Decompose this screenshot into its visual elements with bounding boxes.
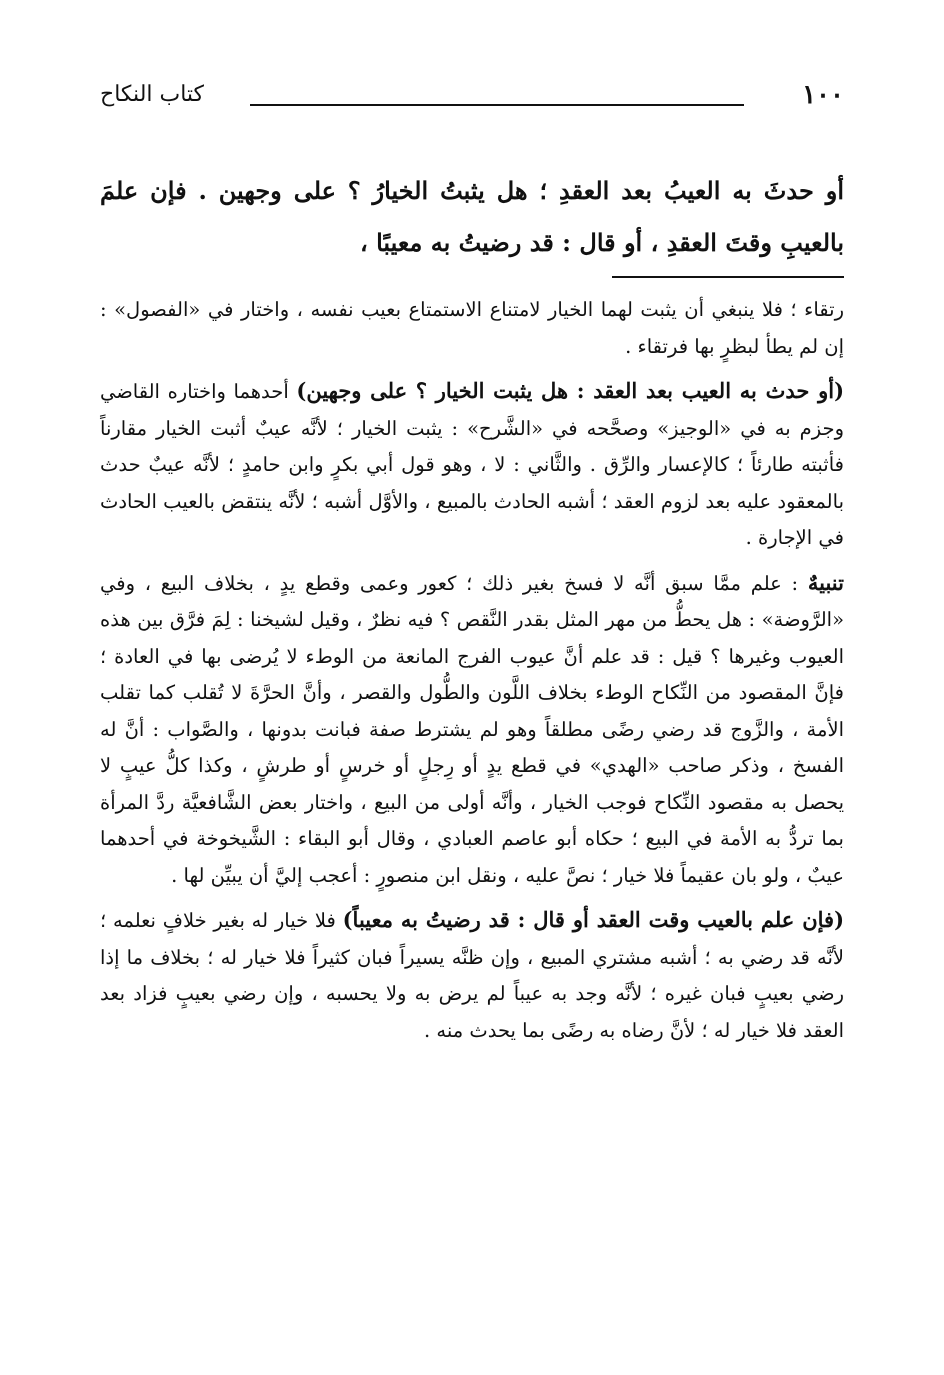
page-number: ١٠٠: [802, 80, 844, 110]
commentary-paragraph-2: [100, 373, 844, 557]
note-heading: تنبيهٌ: [807, 569, 844, 595]
commentary-paragraph-1: رتقاء ؛ فلا ينبغي أن يثبت لهما الخيار لامتناع الاستمتاع بعيب نفسه ، واختار في «الفصول» : إن لم يطأ لبظرٍ بها فرتقاء .: [100, 298, 844, 358]
paragraph-text: : علم ممَّا سبق أنَّه لا فسخ بغير ذلك ؛ كعور وعمى وقطع يدٍ ، بخلاف البيع ، وفي «الرَّوضة» : هل يحطُّ من مهر المثل بقدر النَّقص ؟ فيه نظرٌ ، وقيل لشيخنا : لِمَ فرَّق بين هذه العيوب وغيرها ؟ قيل : قد علم أنَّ عيوب الفرج المانعة من الوطء لا يُرضى بها في العادة ؛ فإنَّ المقصود من النِّكاح الوطء بخلاف اللَّون والطُّول والقصر ، وأنَّ الحرَّةَ لا تُقلب كما تقلب الأمة ، والزَّوج قد رضي رضًى مطلقاً وهو لم يشترط صفة فبانت بدونها ، والصَّواب : أنَّ له الفسخ ، وذكر صاحب «الهدي» في قطع يدٍ أو رِجلٍ أو خرسٍ أو طرشٍ ، وكذا كلُّ عيبٍ لا يحصل به مقصود النِّكاح فوجب الخيار ، وأنَّه أولى من البيع ، واختار بعض الشَّافعيَّة ردَّ المرأة بما تردُّ به الأمة في البيع ؛ حكاه أبو عاصم العبادي ، وقال أبو البقاء : الشَّيخوخة في أحدهما عيبٌ ، ولو بان عقيماً فلا خيار ؛ نصَّ عليه ، ونقل ابن منصورٍ : أعجب إليَّ أن يبيِّن لها .: [100, 571, 844, 887]
commentary-paragraph-3: [100, 565, 844, 895]
running-title: كتاب النكاح: [100, 82, 205, 107]
commentary-paragraph-4: [100, 902, 844, 1049]
page-header: [100, 80, 844, 120]
book-page: [100, 70, 844, 1360]
paragraph-text: أحدهما واختاره القاضي وجزم به في «الوجيز» وصحَّحه في «الشَّرح» : يثبت الخيار ؛ لأنَّه عيبٌ أثبت الخيار مقارناً فأثبته طارئاً ؛ كالإعسار والرِّق . والثَّاني : لا ، وهو قول أبي بكرٍ وابن حامدٍ ؛ لأنَّه عيبٌ حدث بالمعقود عليه بعد لزوم العقد ؛ أشبه الحادث بالمبيع ، والأوَّل أشبه ؛ لأنَّه ينتقض بالعيب الحادث في الإجارة .: [100, 380, 844, 549]
paragraph-text: فلا خيار له بغير خلافٍ نعلمه ؛ لأنَّه قد رضي به ؛ أشبه مشتري المبيع ، وإن ظنَّه يسيراً فبان كثيراً فلا خيار له ؛ بخلاف ما إذا رضي بعيبٍ فبان غيره ؛ لأنَّه وجد به عيباً لم يرض به ولا يحسبه ، وإن رضي بعيبٍ فزاد بعد العقد فلا خيار له ؛ لأنَّ رضاه به رضًى بما يحدث منه .: [100, 909, 844, 1042]
header-rule: [250, 104, 744, 106]
footnote-separator: [612, 276, 844, 278]
quoted-matn: (أو حدث به العيب بعد العقد : هل يثبت الخيار ؟ على وجهين): [296, 378, 845, 403]
quoted-matn: (فإن علم بالعيب وقت العقد أو قال : قد رضيتُ به معيباً): [342, 907, 844, 932]
matn-text: أو حدثَ به العيبُ بعد العقدِ ؛ هل يثبتُ الخيارُ ؟ على وجهين . فإن علمَ بالعيبِ وقتَ العقدِ ، أو قال : قد رضيتُ به معيبًا ،: [100, 176, 844, 257]
commentary: [100, 292, 844, 1057]
